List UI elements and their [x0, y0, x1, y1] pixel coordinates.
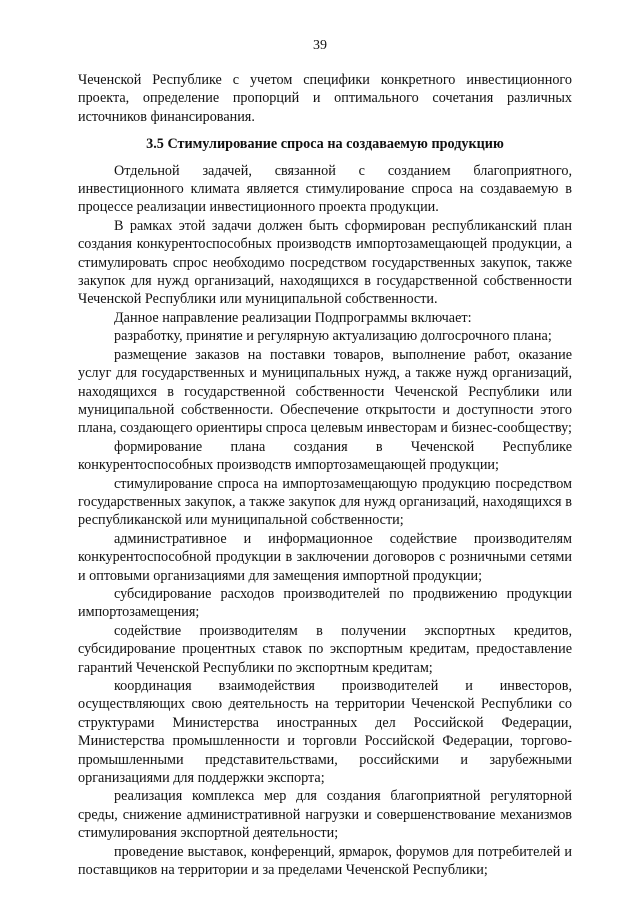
- list-item: разработку, принятие и регулярную актуализацию долгосрочного плана;: [114, 328, 552, 345]
- list-item: размещение заказов на поставки товаров, выполнение работ, оказание услуг для государственных и муниципальных нужд, а также нужд организаций, находящихся в государственной собственности Чеченской Республики или муниципальной собственности. Обеспечение открытости и доступности этого плана, создающего ориентиры спроса целевым инвесторам и бизнес-сообществу;: [78, 346, 572, 437]
- paragraph: Отдельной задачей, связанной с созданием благоприятного, инвестиционного климата является стимулирование спроса на создаваемую в процессе реализации инвестиционного проекта продукции.: [78, 162, 572, 216]
- list-item: координация взаимодействия производителей и инвесторов, осуществляющих свою деятельность на территории Чеченской Республики со структурами Министерства иностранных дел Российской Федерации, Министерства промышленности и торговли Российской Федерации, торгово-промышленными представительствами, российскими и зарубежными организациями для поддержки экспорта;: [78, 678, 572, 787]
- page-number: 39: [313, 38, 327, 53]
- section-heading: 3.5 Стимулирование спроса на создаваемую продукцию: [146, 136, 504, 153]
- list-item: субсидирование расходов производителей по продвижению продукции импортозамещения;: [78, 585, 572, 621]
- list-item: административное и информационное содействие производителям конкурентоспособной продукции в заключении договоров с розничными сетями и оптовыми организациями для замещения импортной продукции;: [78, 530, 572, 584]
- list-item: стимулирование спроса на импортозамещающую продукцию посредством государственных закупок, а также закупок для нужд организаций, находящихся в республиканской или муниципальной собственности;: [78, 475, 572, 529]
- intro-paragraph: Чеченской Республике с учетом специфики конкретного инвестиционного проекта, определение пропорций и оптимального сочетания различных источников финансирования.: [78, 72, 572, 125]
- list-item: реализация комплекса мер для создания благоприятной регуляторной среды, снижение административной нагрузки и совершенствование механизмов стимулирования экспортной деятельности;: [78, 788, 572, 842]
- list-item: проведение выставок, конференций, ярмарок, форумов для потребителей и поставщиков на территории и за пределами Чеченской Республики;: [78, 843, 572, 879]
- list-item: содействие производителям в получении экспортных кредитов, субсидирование процентных ставок по экспортным кредитам, предоставление гарантий Чеченской Республики по экспортным кредитам;: [78, 622, 572, 676]
- paragraph: В рамках этой задачи должен быть сформирован республиканский план создания конкурентоспособных производств импортозамещающей продукции, а стимулировать спрос необходимо посредством государственных закупок, также закупок для нужд организаций, находящихся в государственной собственности Чеченской Республики или муниципальной собственности.: [78, 217, 572, 308]
- page-content: [78, 71, 572, 879]
- list-item: формирование плана создания в Чеченской Республике конкурентоспособных производств импортозамещающей продукции;: [78, 438, 572, 474]
- paragraph: Данное направление реализации Подпрограммы включает:: [114, 309, 472, 326]
